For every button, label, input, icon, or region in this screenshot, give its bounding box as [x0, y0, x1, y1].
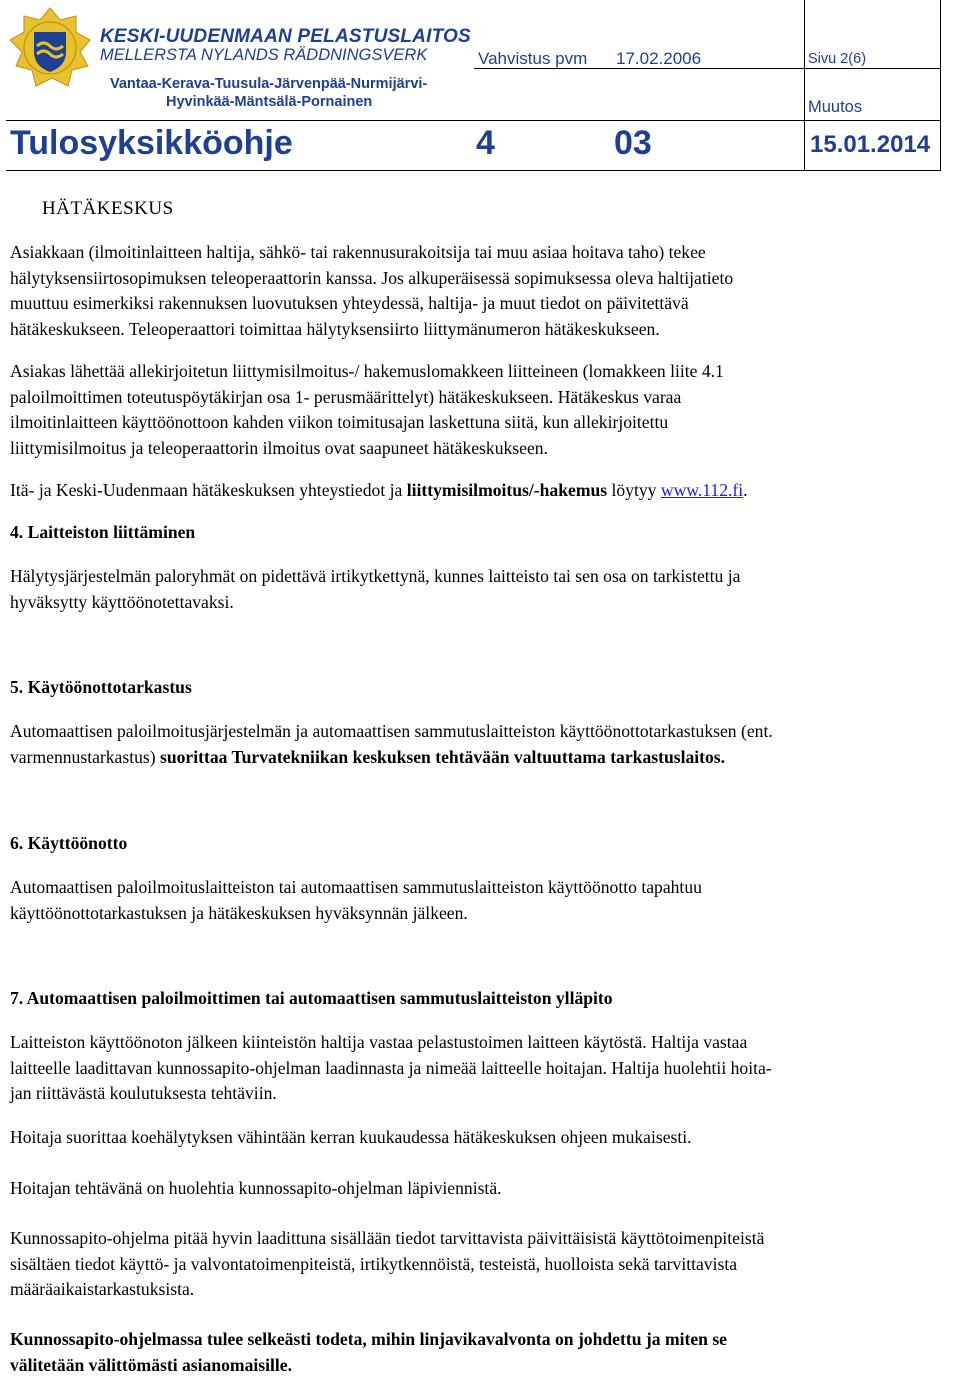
p3-bold: liittymisilmoitus/-hakemus: [407, 480, 607, 500]
document-header: [0, 0, 960, 175]
p7-line2: laitteelle laadittavan kunnossapito-ohjelman laadinnasta ja nimeää laitteelle hoitajan. Haltija huolehtii hoita-: [10, 1056, 955, 1082]
page-number: Sivu 2(6): [808, 51, 866, 67]
p7-line1: Laitteiston käyttöönoton jälkeen kiinteistön haltija vastaa pelastustoimen laitteen käytöstä. Haltija vastaa: [10, 1030, 955, 1056]
header-rule-top: [474, 68, 940, 69]
p7-line3: jan riittävästä koulutuksesta tehtäviin.: [10, 1081, 955, 1107]
paragraph-9: Hoitajan tehtävänä on huolehtia kunnossapito-ohjelman läpiviennistä.: [10, 1176, 955, 1202]
p3-mid: löytyy: [607, 480, 661, 500]
section-heading-hatakeskus: HÄTÄKESKUS: [42, 198, 174, 220]
p11-line2: välitetään välittömästi asianomaisille.: [10, 1353, 955, 1378]
p1-line4: hätäkeskukseen. Teleoperaattori toimittaa hälytyksensiirto liittymänumeron hätäkeskukseen.: [10, 317, 955, 343]
org-name-fi: KESKI-UUDENMAAN PELASTUSLAITOS: [100, 26, 471, 48]
paragraph-7: [10, 1030, 955, 1107]
header-rule-bottom: [6, 170, 940, 171]
p2-line4: liittymisilmoitus ja teleoperaattorin ilmoitus ovat saapuneet hätäkeskukseen.: [10, 436, 955, 462]
paragraph-6: [10, 875, 955, 926]
paragraph-2: [10, 359, 955, 461]
paragraph-11: [10, 1327, 955, 1378]
p10-line1: Kunnossapito-ohjelma pitää hyvin laadittuna sisällään tiedot tarvittavista päivittäisistä käyttötoimenpiteistä: [10, 1226, 955, 1252]
paragraph-5: [10, 719, 955, 770]
header-rule-middle: [6, 120, 940, 121]
p6-line2: käyttöönottotarkastuksen ja hätäkeskuksen hyväksynnän jälkeen.: [10, 901, 955, 927]
paragraph-3: [10, 478, 955, 504]
document-title: Tulosyksikköohje: [10, 124, 293, 163]
p4-line2: hyväksytty käyttöönotettavaksi.: [10, 590, 955, 616]
paragraph-1: [10, 240, 955, 342]
p10-line3: määräaikaistarkastuksista.: [10, 1277, 955, 1303]
p1-line1: Asiakkaan (ilmoitinlaitteen haltija, sähkö- tai rakennusurakoitsija tai muu asiaa hoitava taho) tekee: [10, 240, 955, 266]
heading-6: 6. Käyttöönotto: [10, 833, 127, 854]
p3-end: .: [743, 480, 747, 500]
p6-line1: Automaattisen paloilmoituslaitteiston tai automaattisen sammutuslaitteiston käyttöönotto tapahtuu: [10, 875, 955, 901]
p2-line1: Asiakas lähettää allekirjoitetun liittymisilmoitus-/ hakemuslomakkeen liitteineen (lomakkeen liite 4.1: [10, 359, 955, 385]
p1-line2: hälytyksensiirtosopimuksen teleoperaattorin kanssa. Jos alkuperäisessä sopimuksessa oleva haltijatieto: [10, 266, 955, 292]
municipalities-line1: Vantaa-Kerava-Tuusula-Järvenpää-Nurmijärvi-: [110, 76, 427, 92]
heading-7: 7. Automaattisen paloilmoittimen tai automaattisen sammutuslaitteiston ylläpito: [10, 988, 613, 1009]
change-date: 15.01.2014: [810, 131, 930, 159]
p5-line2-text: varmennustarkastus): [10, 747, 160, 767]
p4-line1: Hälytysjärjestelmän paloryhmät on pidettävä irtikytkettynä, kunnes laitteisto tai sen osa on tarkistettu ja: [10, 564, 955, 590]
p1-line3: muuttuu esimerkiksi rakennuksen luovutuksen yhteydessä, haltija- ja muut tiedot on päivitettävä: [10, 291, 955, 317]
p2-line2: paloilmoittimen toteutuspöytäkirjan osa 1- perusmäärittelyt) hätäkeskukseen. Hätäkeskus varaa: [10, 385, 955, 411]
p3-text: Itä- ja Keski-Uudenmaan hätäkeskuksen yhteystiedot ja: [10, 480, 407, 500]
p5-line1: Automaattisen paloilmoitusjärjestelmän ja automaattisen sammutuslaitteiston käyttöönottotarkastuksen (ent.: [10, 719, 955, 745]
p2-line3: ilmoitinlaitteen käyttöönottoon kahden viikon toimitusajan laskettuna siitä, kun allekirjoitettu: [10, 410, 955, 436]
p5-line2-bold: suorittaa Turvatekniikan keskuksen tehtävään valtuuttama tarkastuslaitos.: [160, 747, 725, 767]
document-number: 4: [476, 124, 495, 163]
confirmed-label: Vahvistus pvm: [478, 49, 587, 69]
paragraph-4: [10, 564, 955, 615]
heading-5: 5. Käytöönottotarkastus: [10, 677, 192, 698]
org-name-sv: MELLERSTA NYLANDS RÄDDNINGSVERK: [100, 46, 427, 65]
paragraph-10: [10, 1226, 955, 1303]
municipalities-line2: Hyvinkää-Mäntsälä-Pornainen: [166, 94, 372, 110]
p11-line1: Kunnossapito-ohjelmassa tulee selkeästi todeta, mihin linjavikavalvonta on johdettu ja miten se: [10, 1327, 955, 1353]
change-label: Muutos: [808, 98, 862, 117]
document-subnumber: 03: [614, 124, 652, 163]
header-rule-right: [940, 0, 941, 171]
p10-line2: sisältäen tiedot käyttö- ja valvontatoimenpiteistä, irtikytkennöistä, testeistä, huolloista sekä tarvittavista: [10, 1252, 955, 1278]
heading-4: 4. Laitteiston liittäminen: [10, 522, 195, 543]
header-divider-vertical: [804, 0, 805, 170]
website-link[interactable]: www.112.fi: [661, 480, 743, 500]
p5-line2: [10, 745, 955, 771]
rescue-department-logo-icon: [6, 6, 94, 90]
confirmed-date: 17.02.2006: [616, 49, 701, 69]
paragraph-8: Hoitaja suorittaa koehälytyksen vähintään kerran kuukaudessa hätäkeskuksen ohjeen mukaisesti.: [10, 1125, 955, 1151]
